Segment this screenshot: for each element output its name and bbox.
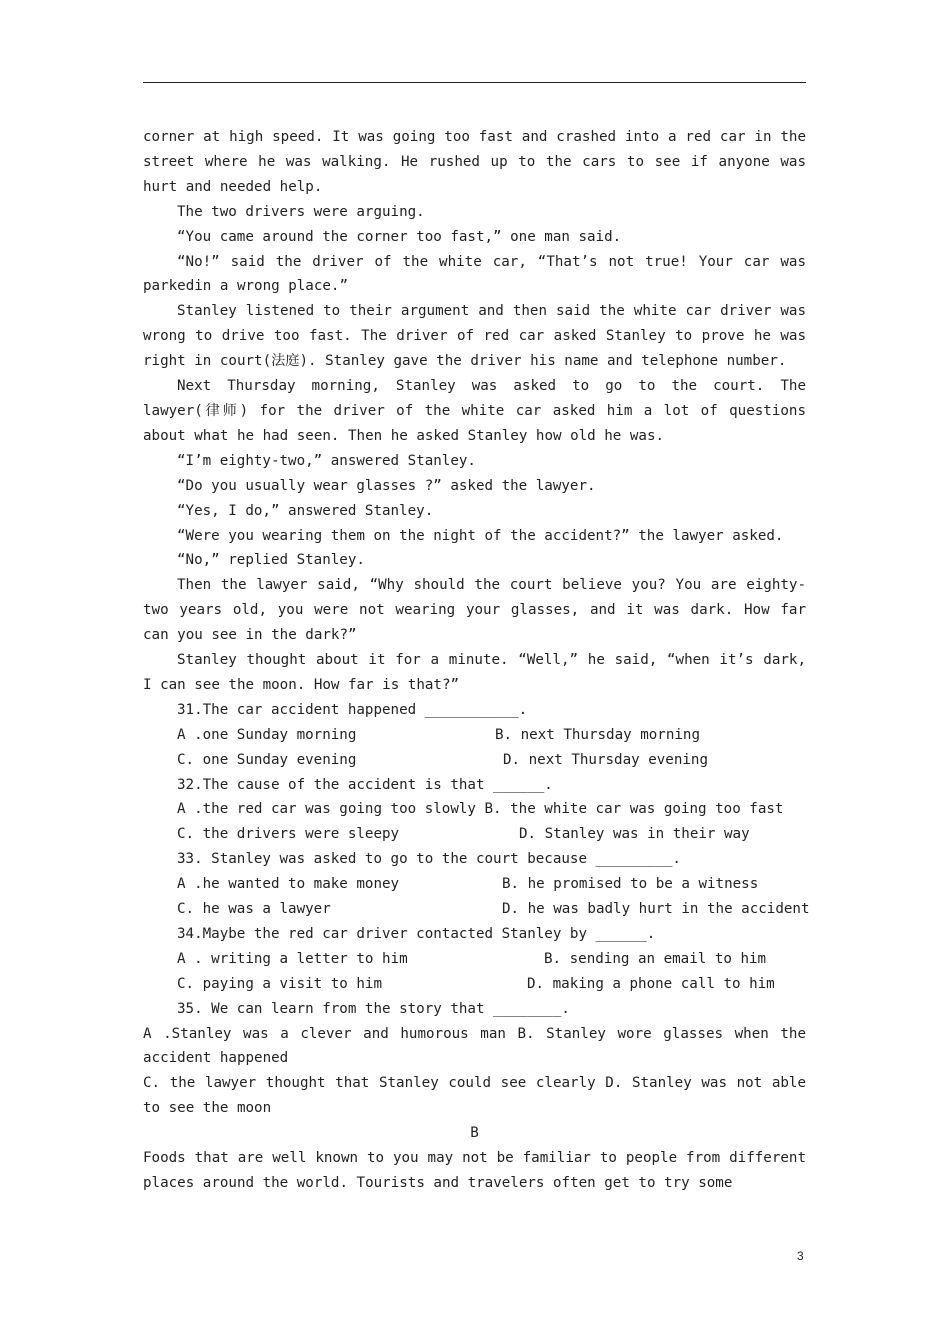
paragraph: “No!” said the driver of the white car, “That’s not true! Your car was parkedin a wrong place.” <box>143 253 806 295</box>
question-stem: 34.Maybe the red car driver contacted Stanley by ______. <box>177 925 656 942</box>
question-stem: 31.The car accident happened ___________. <box>177 701 528 718</box>
option-b: B. he promised to be a witness <box>502 876 759 893</box>
options-row <box>143 972 806 997</box>
paragraph: Stanley thought about it for a minute. “Well,” he said, “when it’s dark, I can see the moon. How far is that?” <box>143 652 806 693</box>
page-content <box>143 125 810 1196</box>
option-d: D. making a phone call to him <box>527 975 775 992</box>
paragraph: “No,” replied Stanley. <box>177 552 365 569</box>
options-ab: A .the red car was going too slowly B. the white car was going too fast <box>177 801 784 818</box>
paragraph: “I’m eighty-two,” answered Stanley. <box>177 452 476 469</box>
option-a: A .one Sunday morning <box>177 726 357 743</box>
option-d: D. Stanley was in their way <box>519 826 750 843</box>
paragraph: Foods that are well known to you may not be familiar to people from different places around the world. Tourists and travelers often get to try some <box>143 1150 806 1191</box>
option-b: B. next Thursday morning <box>495 726 700 743</box>
question-stem: 33. Stanley was asked to go to the court because _________. <box>177 851 681 868</box>
option-a: A .he wanted to make money <box>177 876 400 893</box>
paragraph: corner at high speed. It was going too fast and crashed into a red car in the street where he was walking. He rushed up to the cars to see if anyone was hurt and needed help. <box>143 129 806 195</box>
options-row <box>143 822 806 847</box>
paragraph: Next Thursday morning, Stanley was asked to go to the court. The lawyer(律师) for the driver of the white car asked him a lot of questions about what he had seen. Then he asked Stanley how old he was. <box>143 378 806 444</box>
paragraph: “Were you wearing them on the night of the accident?” the lawyer asked. <box>177 527 784 544</box>
question-stem: 35. We can learn from the story that ________. <box>177 1000 570 1017</box>
options-row <box>143 872 806 897</box>
paragraph: “Do you usually wear glasses ?” asked the lawyer. <box>177 477 596 494</box>
paragraph: Stanley listened to their argument and then said the white car driver was wrong to drive too fast. The driver of red car asked Stanley to prove he was right in court(法庭). Stanley gave the driver his name and telephone number. <box>143 303 806 370</box>
section-heading: B <box>470 1125 479 1142</box>
option-c: C. one Sunday evening <box>177 751 357 768</box>
option-a: A . writing a letter to him <box>177 950 408 967</box>
option-d: D. next Thursday evening <box>503 751 708 768</box>
paragraph: “You came around the corner too fast,” one man said. <box>177 228 622 245</box>
options-cd: C. the lawyer thought that Stanley could see clearly D. Stanley was not able to see the moon <box>143 1075 806 1117</box>
option-b: B. sending an email to him <box>544 950 767 967</box>
options-ab: A .Stanley was a clever and humorous man B. Stanley wore glasses when the accident happened <box>143 1025 806 1067</box>
option-c: C. the drivers were sleepy <box>177 826 400 843</box>
header-rule <box>143 82 806 83</box>
options-row <box>143 947 806 972</box>
paragraph: “Yes, I do,” answered Stanley. <box>177 502 434 519</box>
option-d: D. he was badly hurt in the accident <box>502 901 810 918</box>
option-c: C. paying a visit to him <box>177 975 382 992</box>
option-c: C. he was a lawyer <box>177 901 331 918</box>
page-number: 3 <box>797 1249 804 1263</box>
options-row <box>143 897 810 922</box>
options-row <box>143 723 806 748</box>
paragraph: Then the lawyer said, “Why should the court believe you? You are eighty-two years old, you were not wearing your glasses, and it was dark. How far can you see in the dark?” <box>143 577 806 644</box>
question-stem: 32.The cause of the accident is that ______. <box>177 776 553 793</box>
options-row <box>143 748 806 773</box>
paragraph: The two drivers were arguing. <box>177 203 425 220</box>
